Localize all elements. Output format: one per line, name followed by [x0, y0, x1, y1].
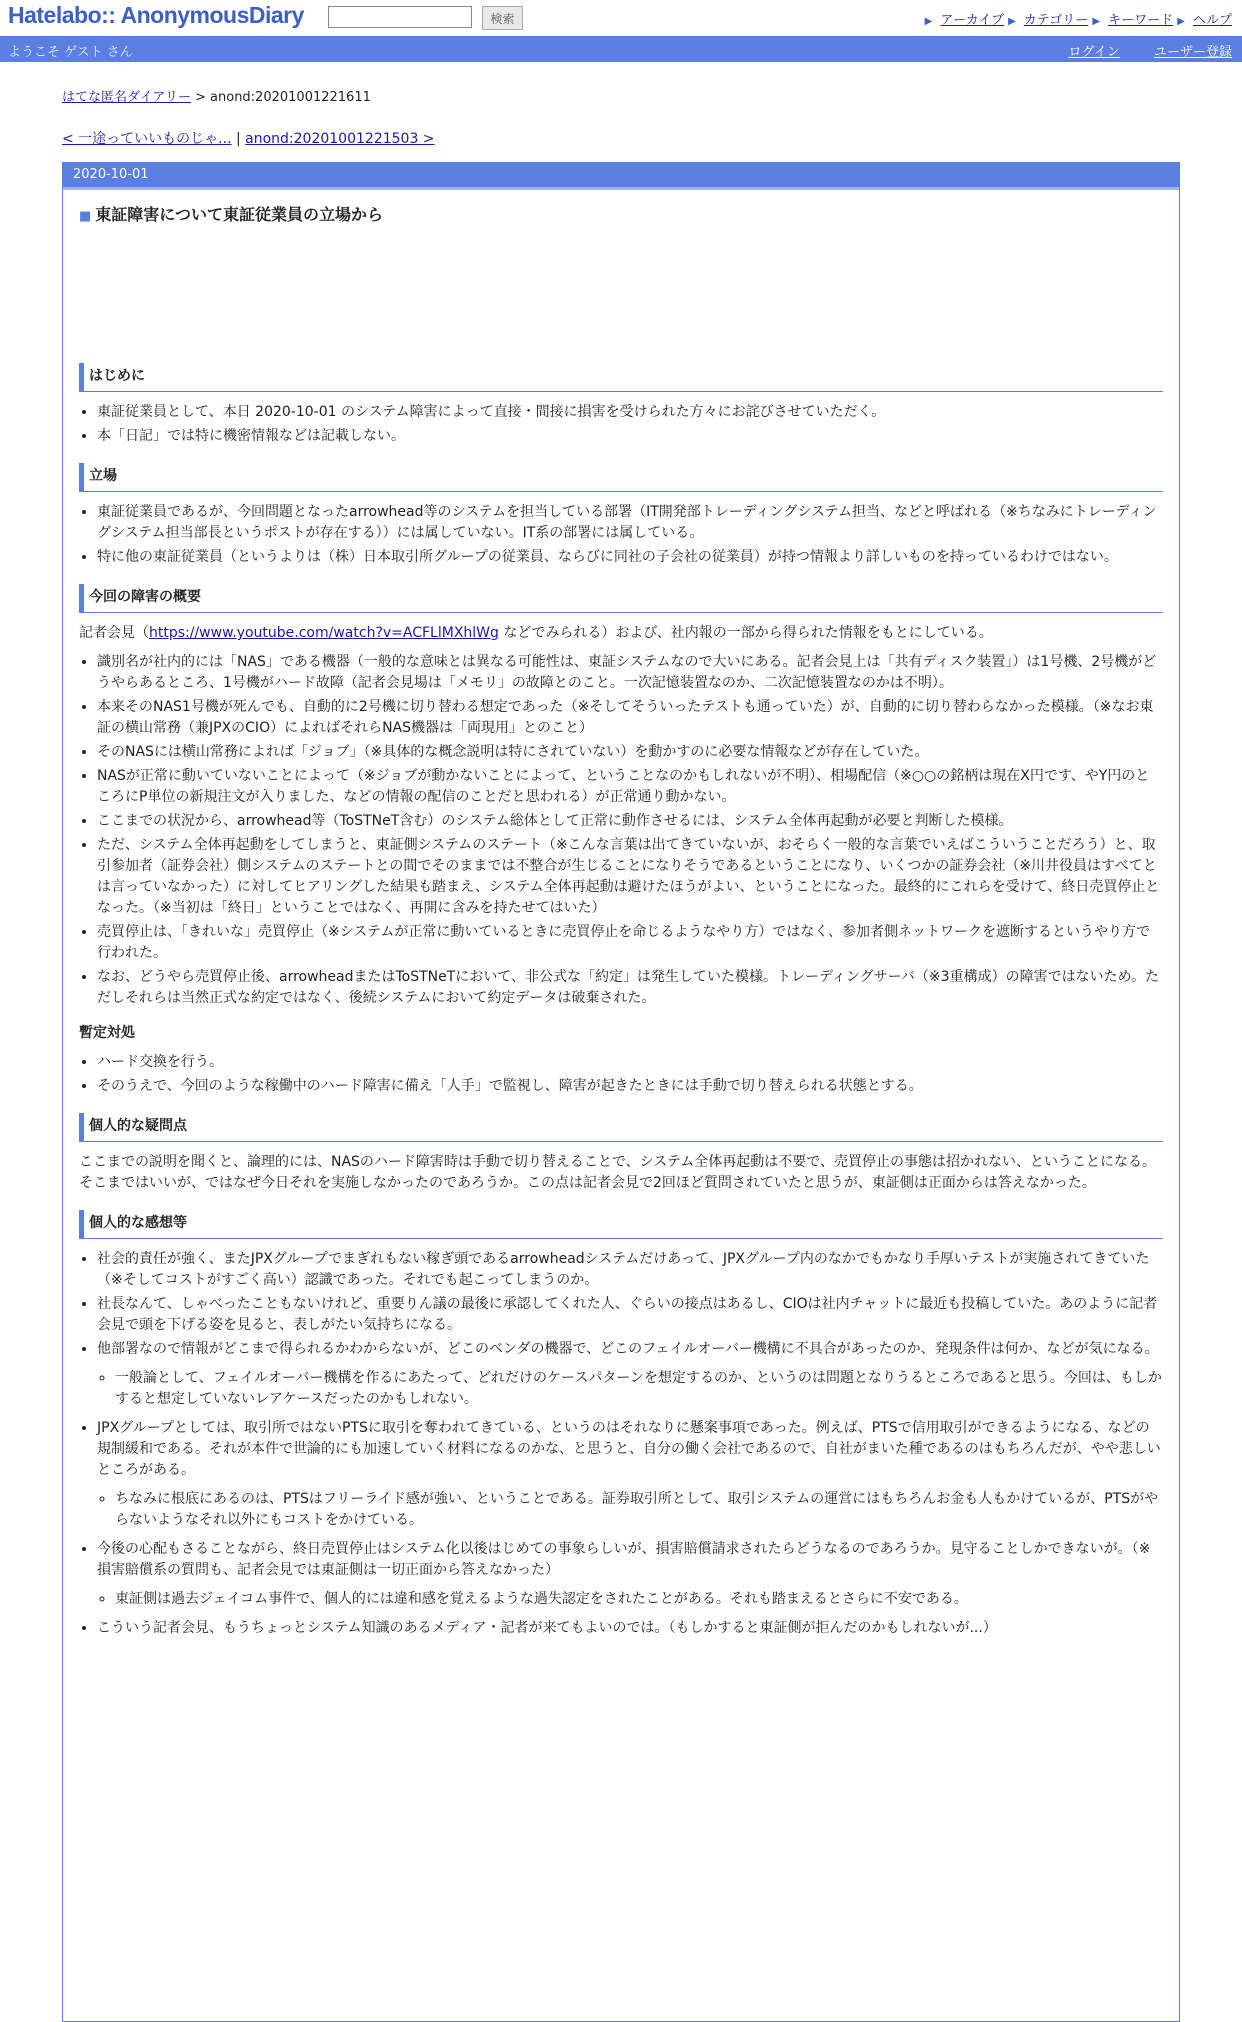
welcome-text: ようこそ ゲスト さん — [8, 45, 133, 60]
list-item: • 他部署なので情報がどこまで得られるかわからないが、どこのベンダの機器で、どこのフェイルオーバー機構に不具合があったのか、発現条件は何か、などが気になる。 ◦ 一般論として、フェイルオーバー機構を作るにあたって、どれだけのケースパターンを想定するのか、というのは問題となりうるところであると思う。今回は、もしかすると想定していないレアケースだったのかもしれない。 — [97, 1339, 1163, 1410]
triangle-icon: ▶ — [1092, 16, 1101, 27]
list-item: • そのうえで、今回のような稼働中のハード障害に備え「人手」で監視し、障害が起きたときには手動で切り替えられる状態とする。 — [97, 1076, 1163, 1097]
pager — [62, 128, 435, 148]
list — [79, 502, 1163, 568]
list — [79, 652, 1163, 1009]
sub-list — [97, 1368, 1163, 1410]
breadcrumb-current: anond:20201001221611 — [210, 90, 371, 105]
youtube-link[interactable]: https://www.youtube.com/watch?v=ACFLlMXhlWg — [149, 625, 499, 641]
list-item: • 社長なんて、しゃべったこともないけれど、重要りん議の最後に承認してくれた人、ぐらいの接点はあるし、CIOは社内チャットに最近も投稿していた。あのように記者会見で頭を下げる姿を見ると、表しがたい気持ちになる。 — [97, 1294, 1163, 1336]
list-item: • 特に他の東証従業員（というよりは（株）日本取引所グループの従業員、ならびに同社の子会社の従業員）が持つ情報より詳しいものを持っているわけではない。 — [97, 547, 1163, 568]
next-entry-link[interactable]: anond:20201001221503 > — [245, 131, 435, 147]
section-heading: 個人的な感想等 — [79, 1210, 1163, 1239]
sub-list-item: ◦ 東証側は過去ジェイコム事件で、個人的には違和感を覚えるような過失認定をされたことがある。それも踏まえるとさらに不安である。 — [115, 1589, 1163, 1610]
sub-list-item: ◦ ちなみに根底にあるのは、PTSはフリーライド感が強い、ということである。証券取引所として、取引システムの運営にはもちろんお金も人もかけているが、PTSがやらないようなそれ以外にもコストをかけている。 — [115, 1489, 1163, 1531]
register-link[interactable]: ユーザー登録 — [1153, 45, 1232, 60]
triangle-icon: ▶ — [924, 16, 933, 27]
list-item: • 東証従業員であるが、今回問題となったarrowhead等のシステムを担当している部署（IT開発部トレーディングシステム担当、などと呼ばれる（※ちなみにトレーディングシステム担当部長というポストが存在する））には属していない。IT系の部署には属している。 — [97, 502, 1163, 544]
paragraph: 記者会見（https://www.youtube.com/watch?v=ACFLlMXhlWg などでみられる）および、社内報の一部から得られた情報をもとにしている。 — [79, 625, 993, 641]
list-item: • そのNASには横山常務によれば「ジョブ」（※具体的な概念説明は特にされていない）を動かすのに必要な情報などが存在していた。 — [97, 742, 1163, 763]
section-heading: はじめに — [79, 363, 1163, 392]
sub-list — [97, 1489, 1163, 1531]
day-date: 2020-10-01 — [63, 163, 1179, 190]
sub-list — [97, 1589, 1163, 1610]
triangle-icon: ▶ — [1177, 16, 1185, 27]
diary-day — [62, 162, 1180, 2022]
list-item: • ハード交換を行う。 — [97, 1052, 1163, 1073]
site-logo[interactable]: Hatelabo:: AnonymousDiary — [8, 2, 304, 28]
subsection-heading: 暫定対処 — [79, 1025, 135, 1041]
section-heading: 今回の障害の概要 — [79, 584, 1163, 613]
prev-entry-link[interactable]: < 一途っていいものじゃ... — [62, 131, 232, 147]
entry-body — [63, 204, 1179, 1639]
list-item: • JPXグループとしては、取引所ではないPTSに取引を奪われてきている、というのはそれなりに懸案事項であった。例えば、PTSで信用取引ができるようになる、などの規制緩和である。それが本件で世論的にも加速していく材料になるのかな、と思うと、自分の働く会社であるので、自社がまいた種であるのはもちろんだが、やや悲しいところがある。 ◦ ちなみに根底にあるのは、PTSはフリーライド感が強い、ということである。証券取引所として、取引システムの運営にはもちろんお金も人もかけているが、PTSがやらないようなそれ以外にもコストをかけている。 — [97, 1418, 1163, 1531]
section-heading: 立場 — [79, 463, 1163, 492]
top-nav — [925, 9, 1232, 28]
list-item: • なお、どうやら売買停止後、arrowheadまたはToSTNeTにおいて、非公式な「約定」は発生していた模様。トレーディングサーバ（※3重構成）の障害ではないため。ただしそれらは当然正式な約定ではなく、後続システムにおいて約定データは破棄された。 — [97, 967, 1163, 1009]
list-item: • NASが正常に動いていないことによって（※ジョブが動かないことによって、ということなのかもしれないが不明）、相場配信（※○○の銘柄は現在X円です、やY円のところにP単位の新規注文が入りました、などの情報の配信のことだと思われる）が正常通り動かない。 — [97, 766, 1163, 808]
list — [79, 402, 1163, 447]
list-item: • ここまでの状況から、arrowhead等（ToSTNeT含む）のシステム総体として正常に動作させるには、システム全体再起動が必要と判断した模様。 — [97, 811, 1163, 832]
search-button[interactable]: 検索 — [482, 6, 523, 30]
entry-title-text: 東証障害について東証従業員の立場から — [95, 205, 383, 224]
square-icon[interactable]: ■ — [79, 209, 92, 224]
login-link[interactable]: ログイン — [1068, 45, 1120, 60]
list — [79, 1249, 1163, 1639]
list-item: • 本来そのNAS1号機が死んでも、自動的に2号機に切り替わる想定であった（※そしてそういったテストも通っていた）が、自動的に切り替わらなかった模様。（※なお東証の横山常務（兼JPXのCIO）によればそれらNAS機器は「両現用」とのこと） — [97, 697, 1163, 739]
triangle-icon: ▶ — [1008, 16, 1016, 27]
entry-title — [79, 204, 1163, 227]
list-item: • ただ、システム全体再起動をしてしまうと、東証側システムのステート（※こんな言葉は出てきていないが、おそらく一般的な言葉でいえばこういうことだろう）と、取引参加者（証券会社）側システムのステートとの間でそのままでは不整合が生じることになりそうであるということになり、いくつかの証券会社（※川井役員はすべてとは言っていなかった）に対してヒアリングした結果も踏まえ、システム全体再起動は避けたほうがよい、ということになった。最終的にこれらを受けて、終日売買停止となった。（※当初は「終日」ということではなく、再開に含みを持たせてはいた） — [97, 835, 1163, 919]
nav-category[interactable]: カテゴリー — [1023, 13, 1089, 28]
breadcrumb — [62, 86, 371, 105]
list-item: • 本「日記」では特に機密情報などは記載しない。 — [97, 426, 1163, 447]
nav-help[interactable]: ヘルプ — [1192, 13, 1232, 28]
list-item: • 社会的責任が強く、またJPXグループでまぎれもない稼ぎ頭であるarrowheadシステムだけあって、JPXグループ内のなかでもかなり手厚いテストが実施されてきていた（※そしてコストがすごく高い）認識であった。それでも起こってしまうのか。 — [97, 1249, 1163, 1291]
list-item: • こういう記者会見、もうちょっとシステム知識のあるメディア・記者が来てもよいのでは。（もしかすると東証側が拒んだのかもしれないが...） — [97, 1618, 1163, 1639]
nav-keyword[interactable]: キーワード — [1108, 13, 1174, 28]
list — [79, 1052, 1163, 1097]
pager-sep: | — [235, 131, 241, 147]
list-item: • 東証従業員として、本日 2020-10-01 のシステム障害によって直接・間接に損害を受けられた方々にお詫びさせていただく。 — [97, 402, 1163, 423]
breadcrumb-sep: > — [194, 90, 206, 105]
sub-list-item: ◦ 一般論として、フェイルオーバー機構を作るにあたって、どれだけのケースパターンを想定するのか、というのは問題となりうるところであると思う。今回は、もしかすると想定していないレアケースだったのかもしれない。 — [115, 1368, 1163, 1410]
section-heading: 個人的な疑問点 — [79, 1113, 1163, 1142]
header — [0, 0, 1242, 36]
paragraph: ここまでの説明を聞くと、論理的には、NASのハード障害時は手動で切り替えることで、システム全体再起動は不要で、売買停止の事態は招かれない、ということになる。そこまではいいが、ではなぜ今日それを実施しなかったのであろうか。この点は記者会見で2回ほど質問されていたと思うが、東証側は正面からは答えなかった。 — [79, 1154, 1156, 1191]
list-item: • 今後の心配もさることながら、終日売買停止はシステム化以後はじめての事象らしいが、損害賠償請求されたらどうなるのであろうか。見守ることしかできないが。（※損害賠償系の質問も、記者会見では東証側は一切正面から答えなかった） ◦ 東証側は過去ジェイコム事件で、個人的には違和感を覚えるような過失認定をされたことがある。それも踏まえるとさらに不安である。 — [97, 1539, 1163, 1610]
nav-archive[interactable]: アーカイブ — [940, 13, 1004, 28]
search-input[interactable] — [328, 6, 472, 28]
list-item: • 売買停止は、「きれいな」売買停止（※システムが正常に動いているときに売買停止を命じるようなやり方）ではなく、参加者側ネットワークを遮断するというやり方で行われた。 — [97, 922, 1163, 964]
breadcrumb-home[interactable]: はてな匿名ダイアリー — [62, 90, 191, 105]
list-item: • 識別名が社内的には「NAS」である機器（一般的な意味とは異なる可能性は、東証システムなので大いにある。記者会見上は「共有ディスク装置」）は1号機、2号機がどうやらあるところ、1号機がハード故障（記者会見場は「メモリ」の故障とのこと。一次記憶装置なのか、二次記憶装置なのかは不明）。 — [97, 652, 1163, 694]
user-bar — [0, 36, 1242, 62]
